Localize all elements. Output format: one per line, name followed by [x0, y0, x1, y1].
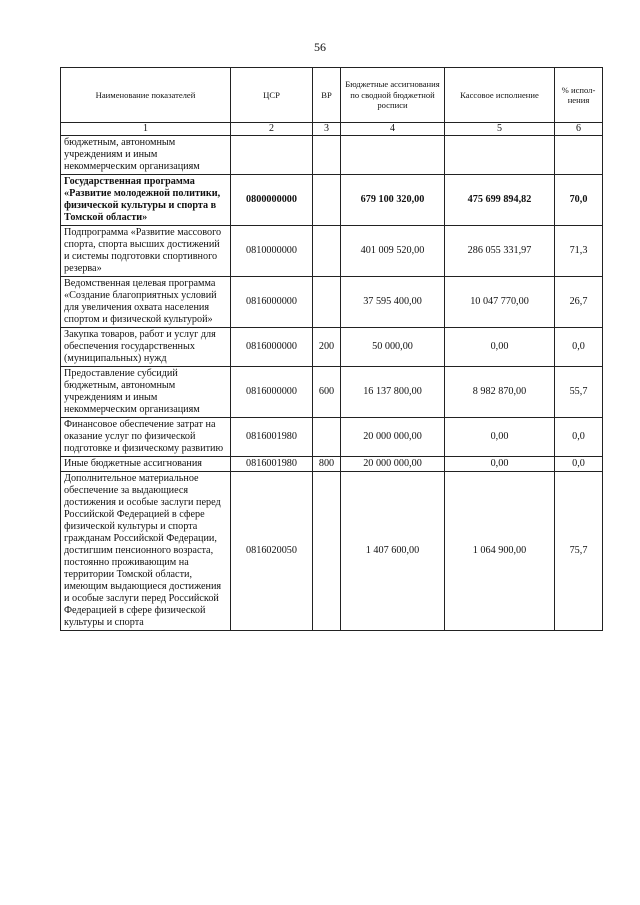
row-vr: [313, 277, 341, 328]
header-vr: ВР: [313, 68, 341, 123]
table-row: [61, 136, 603, 175]
row-cash: 1 064 900,00: [445, 472, 555, 631]
table-row: [61, 472, 603, 631]
table-row: [61, 175, 603, 226]
row-name: Иные бюджетные ассигнования: [61, 457, 231, 472]
table-row: [61, 457, 603, 472]
table-row: [61, 418, 603, 457]
row-name: Финансовое обеспечение затрат на оказание услуг по физической подготовке и физическому развитию: [61, 418, 231, 457]
row-budget: 37 595 400,00: [341, 277, 445, 328]
row-csr: 0816000000: [231, 328, 313, 367]
row-percent: 70,0: [555, 175, 603, 226]
row-cash: 0,00: [445, 328, 555, 367]
row-percent: 26,7: [555, 277, 603, 328]
row-cash: 0,00: [445, 457, 555, 472]
header-name: Наименование показателей: [61, 68, 231, 123]
table-header-row: [61, 68, 603, 123]
row-vr: 600: [313, 367, 341, 418]
row-name: Государственная программа «Развитие молодежной политики, физической культуры и спорта в Томской области»: [61, 175, 231, 226]
row-cash: 10 047 770,00: [445, 277, 555, 328]
row-vr: [313, 418, 341, 457]
row-csr: 0816020050: [231, 472, 313, 631]
column-number: 3: [313, 123, 341, 136]
row-budget: 16 137 800,00: [341, 367, 445, 418]
row-cash: 475 699 894,82: [445, 175, 555, 226]
row-vr: [313, 226, 341, 277]
row-cash: 286 055 331,97: [445, 226, 555, 277]
row-csr: [231, 136, 313, 175]
row-name: Подпрограмма «Развитие массового спорта, спорта высших достижений и системы подготовки спортивного резерва»: [61, 226, 231, 277]
header-percent: % испол-нения: [555, 68, 603, 123]
column-number: 2: [231, 123, 313, 136]
column-number: 6: [555, 123, 603, 136]
row-csr: 0816001980: [231, 457, 313, 472]
row-cash: [445, 136, 555, 175]
row-percent: 0,0: [555, 457, 603, 472]
row-percent: 0,0: [555, 418, 603, 457]
row-vr: [313, 472, 341, 631]
row-vr: 200: [313, 328, 341, 367]
row-percent: 55,7: [555, 367, 603, 418]
budget-execution-table: [60, 67, 603, 631]
column-number: 1: [61, 123, 231, 136]
row-percent: 0,0: [555, 328, 603, 367]
row-cash: 8 982 870,00: [445, 367, 555, 418]
column-number: 5: [445, 123, 555, 136]
column-number: 4: [341, 123, 445, 136]
row-name: Закупка товаров, работ и услуг для обеспечения государственных (муниципальных) нужд: [61, 328, 231, 367]
row-csr: 0816000000: [231, 277, 313, 328]
row-name: Ведомственная целевая программа «Создание благоприятных условий для увеличения охвата населения спортом и физической культурой»: [61, 277, 231, 328]
row-csr: 0816001980: [231, 418, 313, 457]
row-name: Дополнительное материальное обеспечение за выдающиеся достижения и особые заслуги перед Российской Федерацией в сфере физической культуры и спорта гражданам Российской Федерации, достигшим пенсионного возраста, постоянно проживающим на территории Томской области, имеющим выдающиеся достижения и особые заслуги перед Российской Федерацией в сфере физической культуры и спорта: [61, 472, 231, 631]
row-budget: 50 000,00: [341, 328, 445, 367]
row-vr: [313, 175, 341, 226]
row-name: бюджетным, автономным учреждениям и иным некоммерческим организациям: [61, 136, 231, 175]
row-csr: 0816000000: [231, 367, 313, 418]
column-number-row: [61, 123, 603, 136]
row-budget: 679 100 320,00: [341, 175, 445, 226]
header-budget: Бюджетные ассигнования по сводной бюджетной росписи: [341, 68, 445, 123]
row-budget: 401 009 520,00: [341, 226, 445, 277]
table-row: [61, 328, 603, 367]
header-csr: ЦСР: [231, 68, 313, 123]
row-csr: 0800000000: [231, 175, 313, 226]
row-percent: [555, 136, 603, 175]
row-budget: 1 407 600,00: [341, 472, 445, 631]
table-row: [61, 367, 603, 418]
row-budget: 20 000 000,00: [341, 457, 445, 472]
row-budget: 20 000 000,00: [341, 418, 445, 457]
table-row: [61, 277, 603, 328]
header-cash: Кассовое исполнение: [445, 68, 555, 123]
row-csr: 0810000000: [231, 226, 313, 277]
table-row: [61, 226, 603, 277]
row-vr: 800: [313, 457, 341, 472]
row-cash: 0,00: [445, 418, 555, 457]
row-percent: 71,3: [555, 226, 603, 277]
page-number: 56: [314, 40, 326, 54]
row-budget: [341, 136, 445, 175]
row-percent: 75,7: [555, 472, 603, 631]
row-name: Предоставление субсидий бюджетным, автономным учреждениям и иным некоммерческим организациям: [61, 367, 231, 418]
row-vr: [313, 136, 341, 175]
